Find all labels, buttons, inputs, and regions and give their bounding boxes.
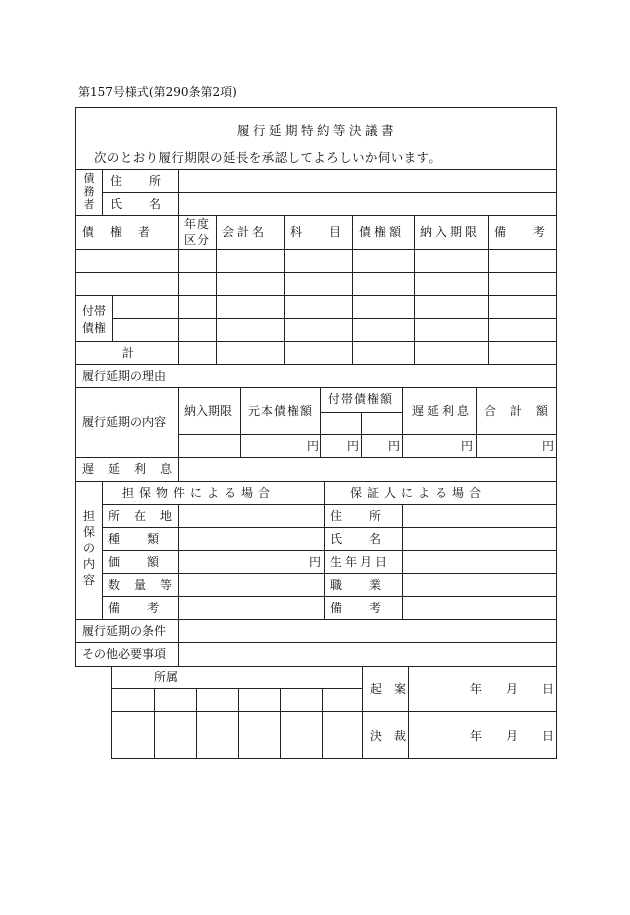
type-label: 種 類 [108, 532, 161, 546]
delay-interest-yen: 円 [461, 439, 474, 453]
draft-month: 月 [506, 682, 519, 696]
intro-text: 次のとおり履行期限の延長を承認してよろしいか伺います。 [94, 150, 442, 165]
total-yen: 円 [542, 439, 555, 453]
creditor-header: 債 権 者 [82, 225, 153, 239]
attached-yen-2: 円 [388, 439, 401, 453]
debtor-address-label: 住 所 [110, 174, 163, 188]
other-items-label: その他必要事項 [82, 647, 167, 661]
resolution-form [75, 107, 557, 667]
collateral-remarks-label: 備 考 [108, 601, 161, 615]
item-header: 科 目 [290, 225, 343, 239]
quantity-label: 数 量 等 [108, 578, 174, 592]
value-yen: 円 [309, 555, 322, 569]
extension-condition-label: 履行延期の条件 [82, 624, 167, 638]
department-label: 所属 [154, 670, 179, 684]
attached-claim-label: 付帯 [82, 304, 107, 318]
attached-amount-header: 付帯債権額 [328, 392, 394, 406]
collateral-group-label: 担保の内容 [82, 509, 95, 587]
attached-claim-label-2: 債権 [82, 321, 107, 335]
due-date-header: 納入期限 [420, 225, 481, 239]
location-label: 所 在 地 [108, 509, 174, 523]
fiscal-year-header-2: 区分 [184, 233, 211, 247]
principal-yen: 円 [307, 439, 320, 453]
guarantor-birth-label: 生年月日 [330, 555, 391, 569]
total-label: 計 [122, 346, 135, 360]
guarantor-name-label: 氏 名 [330, 532, 383, 546]
debtor-group-label: 債務者 [83, 172, 95, 211]
attached-yen-1: 円 [347, 439, 360, 453]
account-header: 会計名 [222, 225, 268, 239]
approval-block [111, 666, 557, 759]
guarantor-job-label: 職 業 [330, 578, 383, 592]
debtor-name-label: 氏 名 [110, 197, 163, 211]
draft-year: 年 [470, 682, 483, 696]
fiscal-year-header: 年度 [184, 217, 211, 231]
form-number: 第157号様式(第290条第2項) [78, 85, 237, 99]
content-due-date-header: 納入期限 [184, 404, 233, 418]
guarantor-address-label: 住 所 [330, 509, 383, 523]
decision-month: 月 [506, 729, 519, 743]
decision-label: 決 裁 [370, 729, 407, 743]
value-label: 価 額 [108, 555, 161, 569]
amount-header: 債権額 [359, 225, 405, 239]
draft-label: 起 案 [370, 682, 407, 696]
decision-year: 年 [470, 729, 483, 743]
extension-reason-label: 履行延期の理由 [82, 369, 167, 383]
total-amount-header: 合 計 額 [484, 404, 550, 418]
by-guarantor-header: 保証人による場合 [350, 486, 487, 500]
guarantor-remarks-label: 備 考 [330, 601, 383, 615]
by-property-header: 担保物件による場合 [122, 486, 276, 500]
draft-day: 日 [542, 682, 555, 696]
principal-header: 元本債権額 [248, 404, 314, 418]
form-title: 履行延期特約等決議書 [236, 123, 397, 138]
remarks-header: 備 考 [494, 225, 547, 239]
delay-interest-label: 遅 延 利 息 [82, 462, 174, 476]
decision-day: 日 [542, 729, 555, 743]
extension-content-label: 履行延期の内容 [82, 415, 167, 429]
delay-interest-header: 遅延利息 [412, 404, 473, 418]
